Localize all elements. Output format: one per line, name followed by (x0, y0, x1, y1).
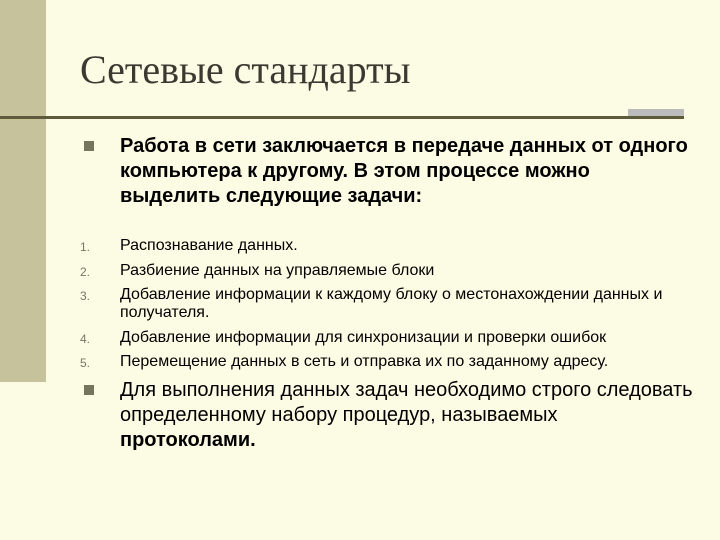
list-number: 4. (80, 332, 91, 346)
slide-title: Сетевые стандарты (80, 47, 411, 92)
list-number: 5. (80, 356, 91, 370)
title-divider (0, 116, 684, 119)
list-item-text: Разбиение данных на управляемые блоки (120, 262, 435, 279)
bullet-conclusion-prefix: Для выполнения данных задач необходимо строго следовать определенному набору процедур, называемых (120, 379, 693, 426)
list-number: 2. (80, 265, 91, 279)
divider-accent (628, 109, 684, 116)
bullet-conclusion-text (120, 378, 695, 453)
list-item-text: Распознавание данных. (120, 237, 298, 254)
list-number: 3. (80, 289, 91, 303)
bullet-square-icon (84, 141, 94, 151)
list-item-text: Добавление информации для синхронизации и проверки ошибок (120, 329, 607, 346)
list-item-text: Перемещение данных в сеть и отправка их по заданному адресу. (120, 353, 609, 370)
list-number: 1. (80, 240, 91, 254)
left-decor-band (0, 0, 46, 382)
bullet-intro-text: Работа в сети заключается в передаче данных от одного компьютера к другому. В этом процессе можно выделить следующие задачи: (120, 135, 688, 207)
protocols-term: протоколами. (120, 429, 256, 451)
bullet-square-icon (84, 385, 94, 395)
list-item-text: Добавление информации к каждому блоку о местонахождении данных и получателя. (120, 286, 663, 321)
